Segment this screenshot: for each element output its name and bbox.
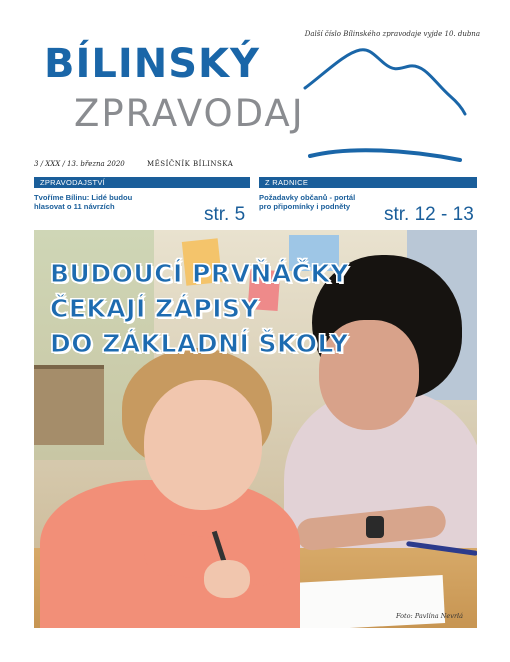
issue-info: 3 / XXX / 13. března 2020 xyxy=(34,160,125,168)
photo-girl-face xyxy=(144,380,262,510)
photo-credit: Foto: Pavlína Nevrlá xyxy=(395,612,463,620)
page-ref-town-hall[interactable]: str. 12 - 13 xyxy=(384,204,474,225)
headline-line: BUDOUCÍ PRVŇÁČKY xyxy=(50,259,350,288)
headline-line: DO ZÁKLADNÍ ŠKOLY xyxy=(50,329,349,358)
issue-line xyxy=(34,160,234,168)
cover-photo xyxy=(34,230,477,628)
headline-line: ČEKAJÍ ZÁPISY xyxy=(50,294,260,323)
photo-girl-hand xyxy=(204,560,250,598)
section-bar-town-hall: Z RADNICE xyxy=(259,177,477,188)
photo-watch xyxy=(366,516,384,538)
masthead-title-bottom: ZPRAVODAJ xyxy=(74,92,305,135)
mountain-logo-icon xyxy=(300,38,470,168)
teaser-news[interactable]: Tvoříme Bílinu: Lidé budou hlasovat o 11 návrzích xyxy=(34,193,133,211)
photo-shelf xyxy=(34,365,104,445)
section-bar-news: ZPRAVODAJSTVÍ xyxy=(34,177,250,188)
page-ref-news[interactable]: str. 5 xyxy=(204,204,246,225)
masthead-title-top: BÍLINSKÝ xyxy=(44,41,260,87)
next-issue-note: Další číslo Bílinského zpravodaje vyjde 10. dubna xyxy=(304,30,480,38)
teaser-town-hall[interactable]: Požadavky občanů - portál pro připomínky i podněty xyxy=(259,193,356,211)
cover-headline xyxy=(50,256,349,361)
monthly-label: MĚSÍČNÍK BÍLINSKA xyxy=(147,160,234,168)
